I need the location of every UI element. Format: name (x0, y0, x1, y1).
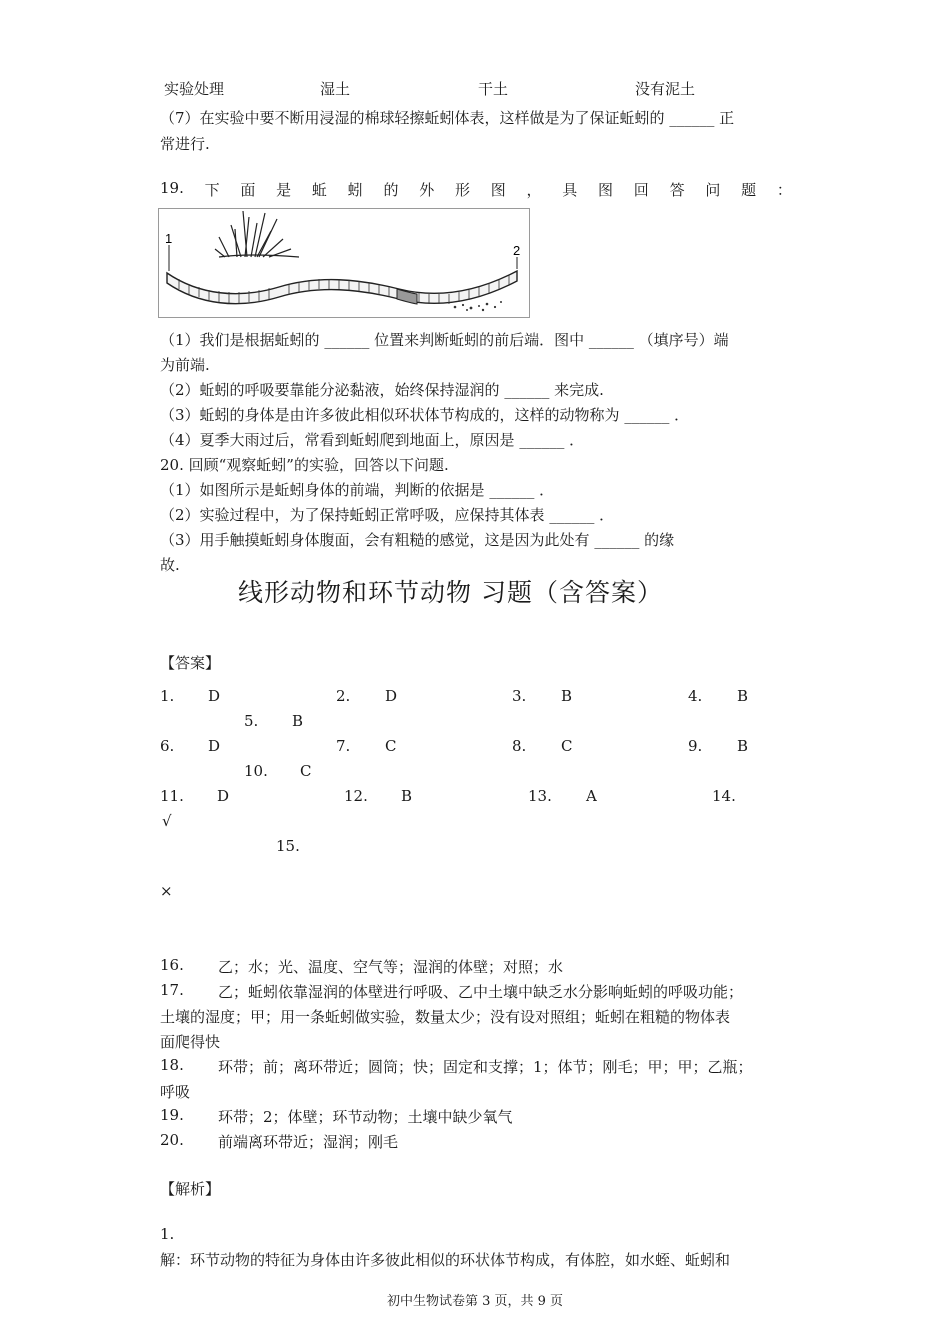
table-header-no-soil: 没有泥土 (635, 80, 696, 98)
stem-char: 具 (562, 181, 578, 199)
answer-18-number: 18. (160, 1056, 184, 1074)
page-footer: 初中生物试卷第 3 页，共 9 页 (386, 1294, 564, 1309)
analysis-1-line-1: 解：环节动物的特征为身体由许多彼此相似的环状体节构成，有体腔，如水蛭、蚯蚓和 (160, 1251, 731, 1269)
stem-char: 下 (204, 181, 220, 199)
earthworm-illustration (159, 209, 529, 317)
page-title: 线形动物和环节动物 习题（含答案） (238, 578, 663, 607)
table-header-dry-soil: 干土 (478, 80, 509, 98)
stem-char: 的 (383, 181, 399, 199)
figure-label-1: 1 (165, 231, 173, 246)
stem-char: 面 (240, 181, 256, 199)
answer-choice: B (401, 787, 413, 805)
stem-char: 回 (633, 181, 649, 199)
question-7-line-1: （7）在实验中要不断用浸湿的棉球轻擦蚯蚓体表，这样做是为了保证蚯蚓的 ______ 正 (160, 109, 735, 127)
answer-17-number: 17. (160, 981, 184, 999)
answer-number: 6. (160, 737, 175, 755)
table-header-treatment: 实验处理 (164, 80, 225, 98)
answer-17-line-2: 土壤的湿度；甲；用一条蚯蚓做实验，数量太少；没有设对照组；蚯蚓在粗糙的物体表 (160, 1008, 731, 1026)
answer-number: 5. (244, 712, 259, 730)
answer-16-number: 16. (160, 956, 184, 974)
answer-choice: B (737, 687, 749, 705)
answer-choice: D (217, 787, 230, 805)
question-19-part-4: （4）夏季大雨过后，常看到蚯蚓爬到地面上，原因是 ______ ． (160, 431, 585, 449)
stem-char: 题 (741, 181, 757, 199)
stem-char: ， (526, 181, 542, 199)
stem-char: 蚓 (347, 181, 363, 199)
answer-choice: √ (162, 812, 172, 830)
answer-number: 9. (688, 737, 703, 755)
question-19-part-2: （2）蚯蚓的呼吸要靠能分泌黏液，始终保持湿润的 ______ 来完成. (160, 381, 604, 399)
figure-label-2: 2 (513, 243, 521, 258)
grass-tuft (215, 211, 299, 257)
question-20-part-1: （1）如图所示是蚯蚓身体的前端，判断的依据是 ______ ． (160, 481, 555, 499)
question-7-line-2: 常进行. (160, 135, 210, 153)
answer-number: 12. (344, 787, 368, 805)
table-header-wet-soil: 湿土 (320, 80, 351, 98)
answers-heading: 【答案】 (160, 654, 221, 672)
question-20-part-3-line-2: 故. (160, 556, 180, 574)
answer-number: 11. (160, 787, 184, 805)
answer-18-line-2: 呼吸 (160, 1083, 191, 1101)
stem-char: 外 (419, 181, 435, 199)
stem-char: 形 (454, 181, 470, 199)
answer-number: 8. (512, 737, 527, 755)
answer-choice: B (737, 737, 749, 755)
answer-choice: D (208, 737, 221, 755)
answer-number: 4. (688, 687, 703, 705)
answer-19-number: 19. (160, 1106, 184, 1124)
question-19-part-3: （3）蚯蚓的身体是由许多彼此相似环状体节构成的，这样的动物称为 ______ ． (160, 406, 690, 424)
answer-18-line-1: 环带；前；离环带近；圆筒；快；固定和支撑；1；体节；刚毛；甲；甲；乙瓶； (218, 1058, 753, 1076)
stem-char: ： (776, 181, 792, 199)
question-20-part-3-line-1: （3）用手触摸蚯蚓身体腹面，会有粗糙的感觉，这是因为此处有 ______ 的缘 (160, 531, 675, 549)
answer-choice: D (208, 687, 221, 705)
answer-choice: C (561, 737, 573, 755)
stem-char: 问 (705, 181, 721, 199)
stem-char: 图 (598, 181, 614, 199)
stem-char: 蚯 (311, 181, 327, 199)
stem-char: 是 (276, 181, 292, 199)
answer-17-line-3: 面爬得快 (160, 1033, 221, 1051)
analysis-heading: 【解析】 (160, 1180, 221, 1198)
answer-choice: B (561, 687, 573, 705)
earthworm-body (167, 271, 517, 304)
question-19-part-1-line-2: 为前端. (160, 356, 210, 374)
answer-choice: D (385, 687, 398, 705)
question-19-stem (160, 179, 792, 200)
answer-20-text: 前端离环带近；湿润；刚毛 (218, 1133, 399, 1151)
answer-17-line-1: 乙；蚯蚓依靠湿润的体壁进行呼吸、乙中土壤中缺乏水分影响蚯蚓的呼吸功能； (218, 983, 744, 1001)
answer-choice: C (300, 762, 312, 780)
analysis-1-number: 1. (160, 1225, 175, 1243)
answer-number: 2. (336, 687, 351, 705)
stem-char: 图 (490, 181, 506, 199)
answer-20-number: 20. (160, 1131, 184, 1149)
answer-choice: A (586, 787, 597, 805)
answer-number: 7. (336, 737, 351, 755)
answer-number: 10. (244, 762, 268, 780)
answer-choice: × (160, 882, 173, 900)
question-20-stem: 20. 回顾“观察蚯蚓”的实验，回答以下问题. (160, 456, 449, 474)
answer-19-text: 环带；2；体壁；环节动物；土壤中缺少氧气 (218, 1108, 513, 1126)
answer-number: 15. (276, 837, 300, 855)
answer-choice: C (385, 737, 397, 755)
answer-number: 13. (528, 787, 552, 805)
answer-number: 1. (160, 687, 175, 705)
answer-number: 3. (512, 687, 527, 705)
earthworm-figure (158, 208, 530, 318)
stem-char: 答 (669, 181, 685, 199)
question-19-part-1-line-1: （1）我们是根据蚯蚓的 ______ 位置来判断蚯蚓的前后端．图中 ______ （填序号）端 (160, 331, 729, 349)
answer-16-text: 乙；水；光、温度、空气等；湿润的体壁；对照；水 (218, 958, 564, 976)
answer-choice: B (292, 712, 304, 730)
question-20-part-2: （2）实验过程中，为了保持蚯蚓正常呼吸，应保持其体表 ______ ． (160, 506, 615, 524)
soil-specks (454, 301, 502, 311)
answer-number: 14. (712, 787, 736, 805)
stem-char: 19. (160, 179, 184, 197)
